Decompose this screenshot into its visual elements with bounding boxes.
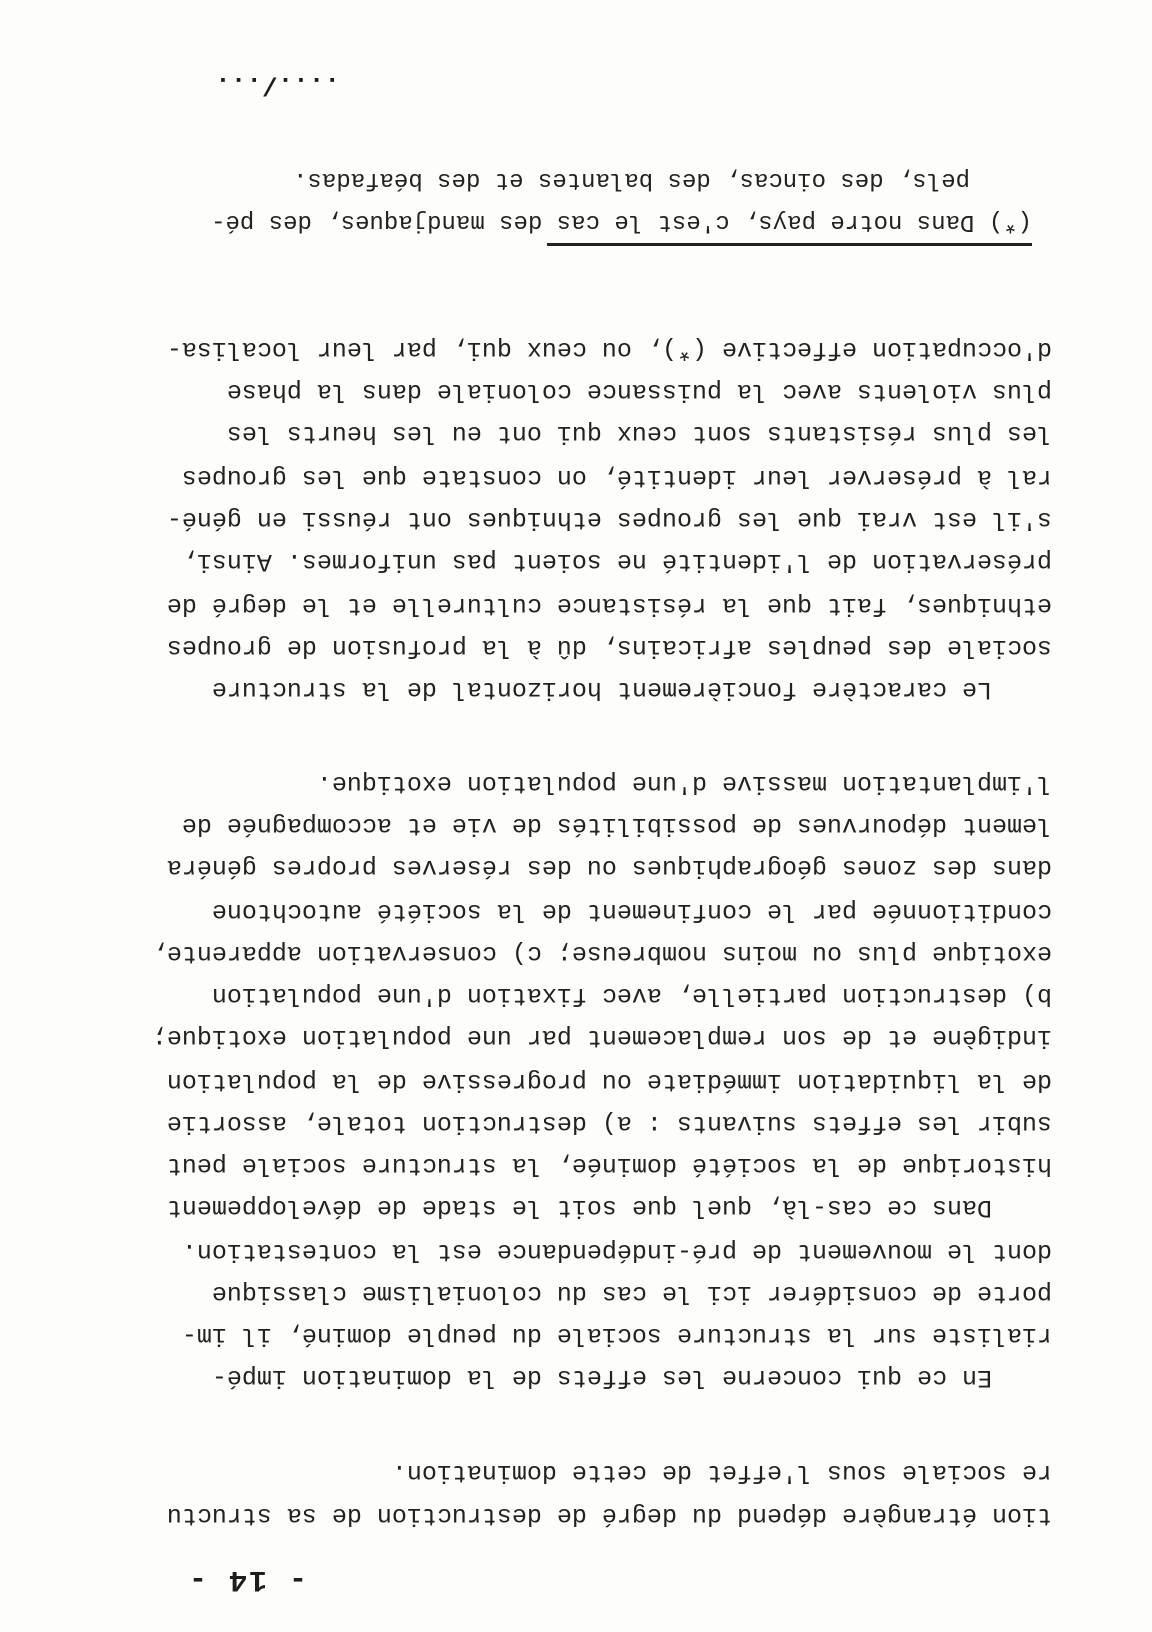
text-line: b) destruction partielle, avec fixation d'une population — [211, 981, 1052, 1010]
text-line: En ce qui concerne les effets de la domination impé- — [211, 1363, 992, 1392]
text-line: ral à préserver leur identité, on constate que les groupes — [181, 463, 1052, 492]
text-line: historique de la société dominée, la structure sociale peut — [166, 1151, 1052, 1180]
text-line: Dans ce cas-là, quel que soit le stade de développement — [166, 1193, 992, 1222]
text-line: l'implantation massive d'une population exotique. — [316, 769, 1052, 798]
text-line: Le caractère foncièrement horizontal de la structure — [211, 675, 992, 704]
text-line: conditionnée par le confinement de la société autochtone — [211, 897, 1052, 926]
text-line: s'il est vrai que les groupes ethniques ont réussi en géné- — [166, 505, 1052, 534]
text-line: dans des zones géographiques ou des réserves propres généra — [166, 853, 1052, 882]
text-line: lement dépourvues de possibilités de vie et accompagnée de — [181, 811, 1052, 840]
text-line: dont le mouvement de pré-indépendance est la contestation. — [181, 1237, 1052, 1266]
text-line: rialiste sur la structure sociale du peuple dominé, il im- — [181, 1321, 1052, 1350]
page-number: - 14 - — [186, 1562, 307, 1596]
text-line: exotique plus ou moins nombreuse; c) conservation apparente, — [151, 939, 1052, 968]
footnote-line: pels, des oincas, des balantes et des béafadas. — [293, 166, 970, 193]
footnote-line: (*) Dans notre pays, c'est le cas des mandjaques, des pé- — [211, 208, 1032, 235]
text-line: les plus résistants sont ceux qui ont eu les heurts les — [226, 419, 1052, 448]
text-line: préservation de l'identité ne soient pas uniformes. Ainsi, — [181, 547, 1052, 576]
text-line: de la liquidation immédiate ou progressive de la population — [166, 1067, 1052, 1096]
text-line: tion étrangère dépend du degré de destruction de sa structu — [166, 1501, 1052, 1530]
text-line: sociale des peuples africains, dû à la profusion de groupes — [166, 633, 1052, 662]
text-line: subir les effets suivants : a) destruction totale, assortie — [166, 1109, 1052, 1138]
text-line: re sociale sous l'effet de cette domination. — [391, 1458, 1052, 1487]
text-line: ethniques, fait que la résistance culturelle et le degré de — [166, 591, 1052, 620]
footnote-rule — [547, 243, 1032, 246]
text-line: d'occupation effective (*), ou ceux qui, par leur localisa- — [166, 335, 1052, 364]
continuation-marker: ..../... — [215, 70, 340, 100]
text-line: porte de considérer ici le cas du colonialisme classique — [211, 1279, 1052, 1308]
text-line: plus violents avec la puissance coloniale dans la phase — [226, 377, 1052, 406]
text-line: indigène et de son remplacement par une population exotique; — [151, 1023, 1052, 1052]
